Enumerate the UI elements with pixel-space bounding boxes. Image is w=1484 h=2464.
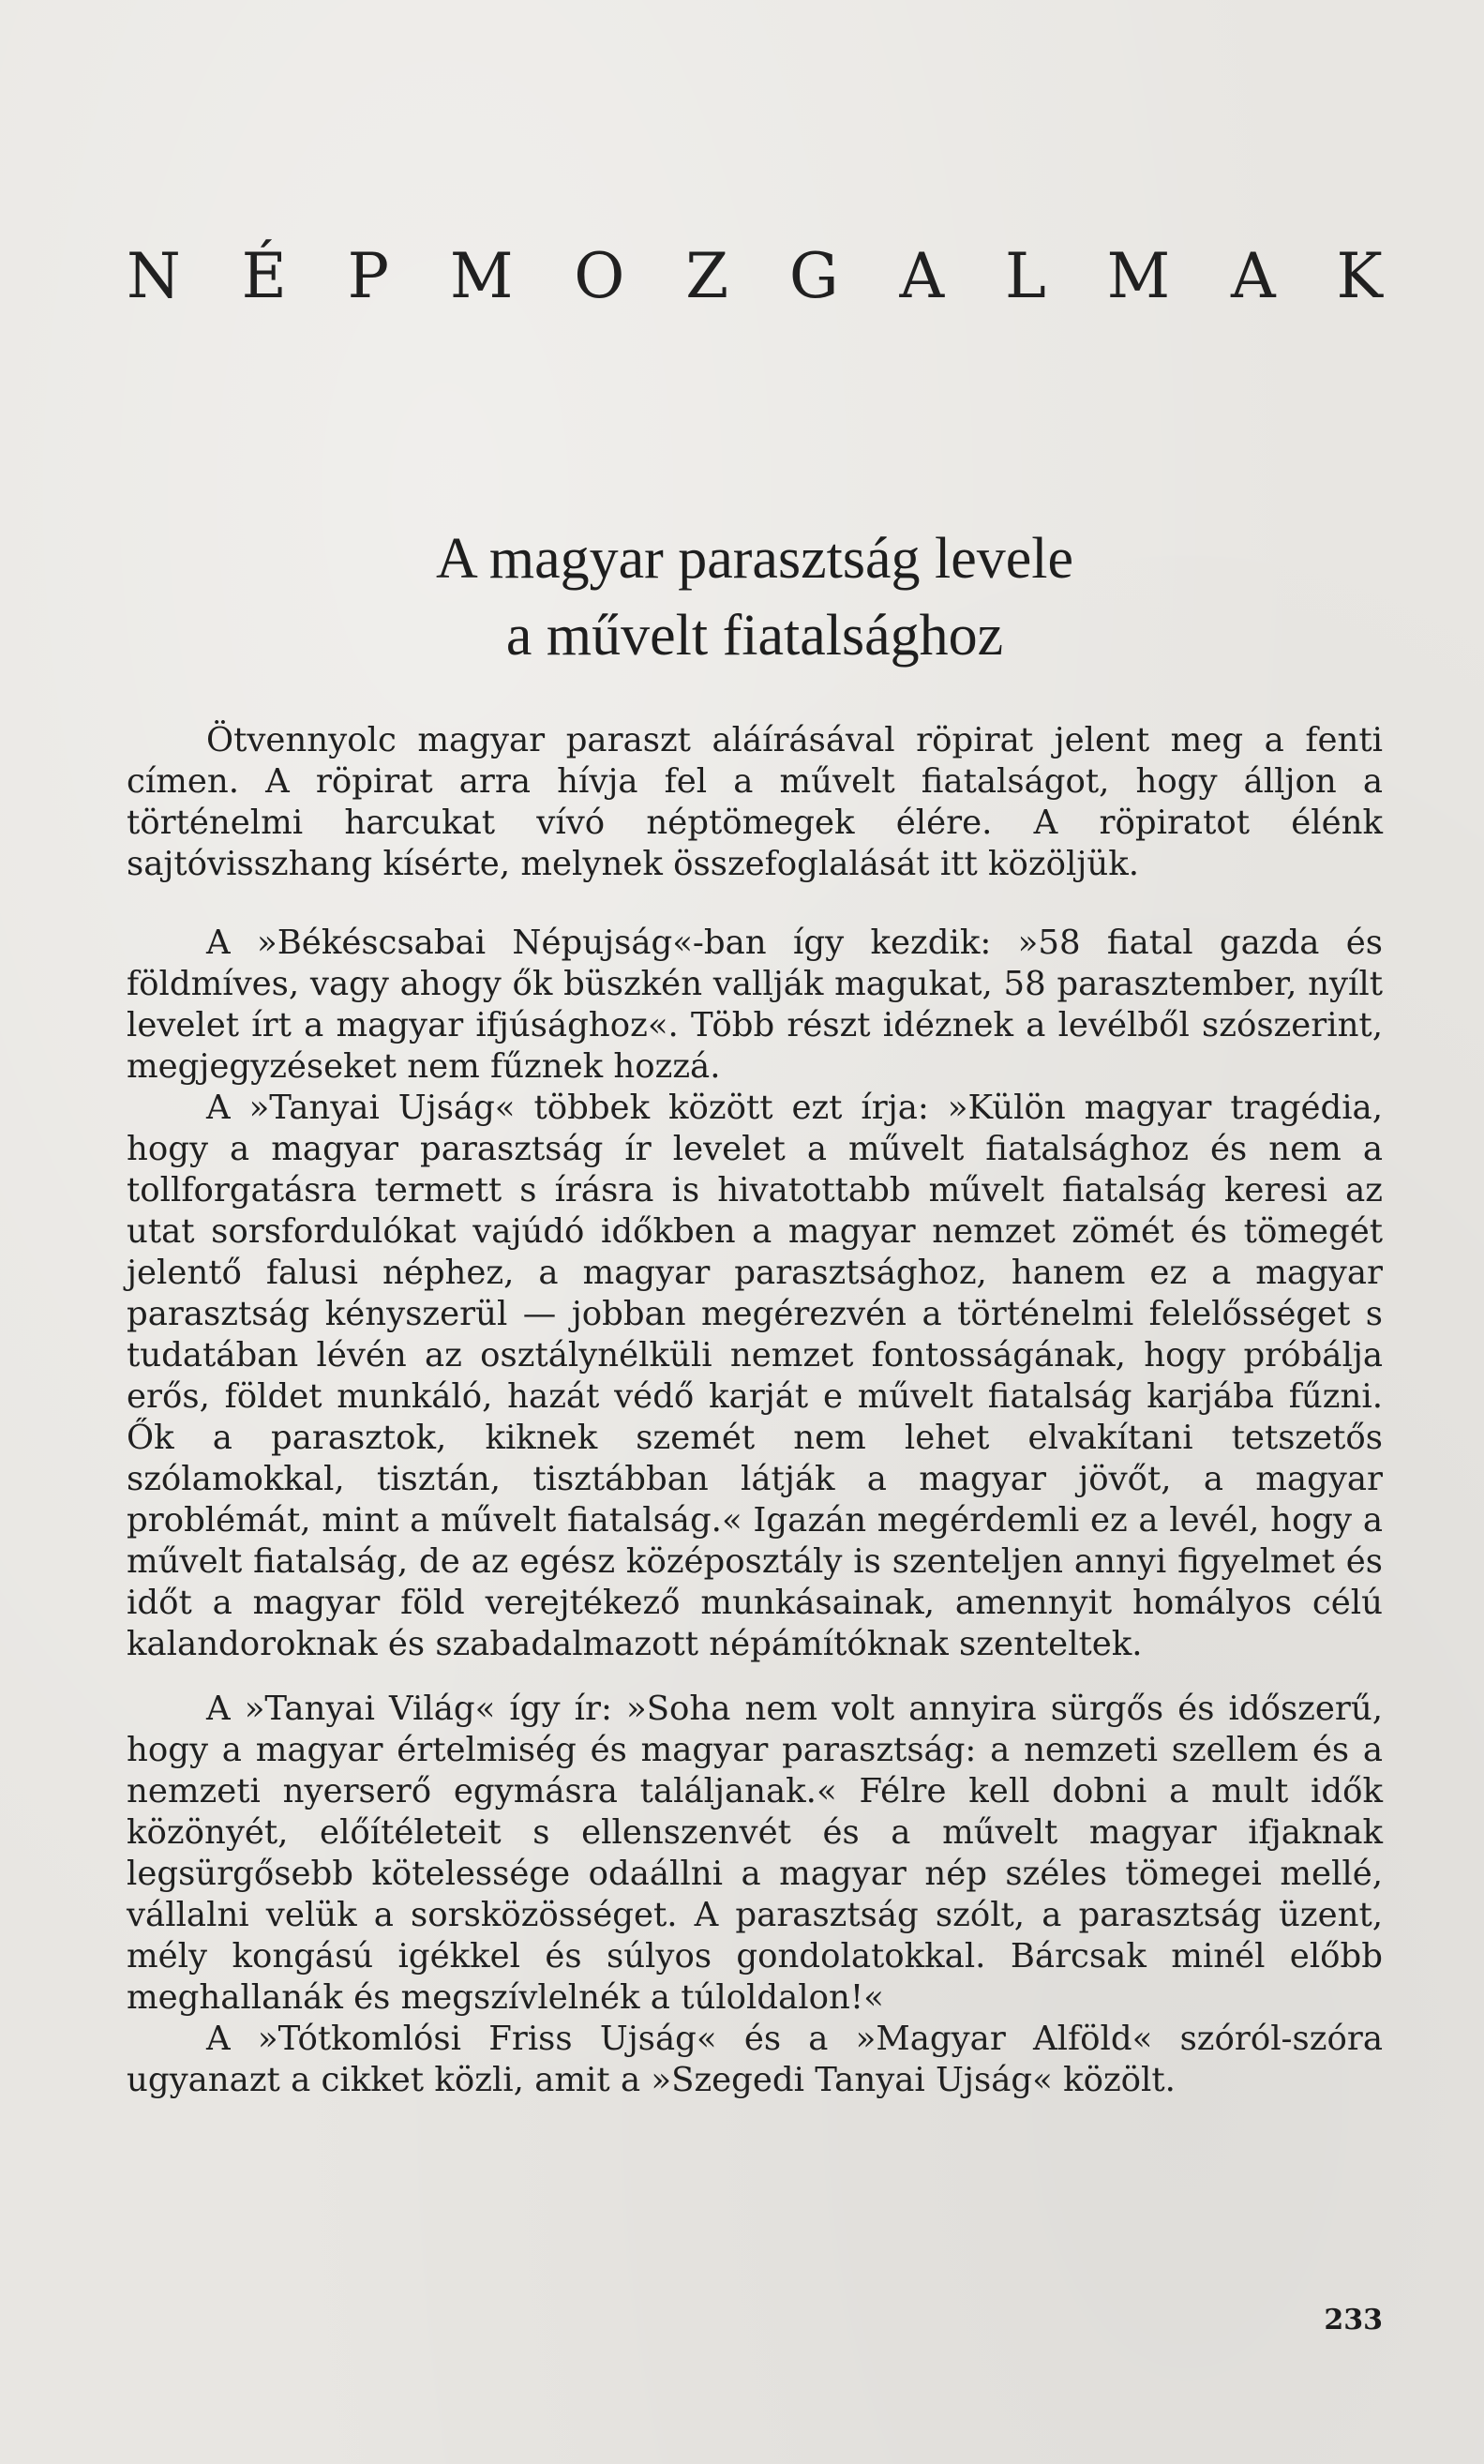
section-heading-letter: L (1004, 240, 1046, 312)
section-heading-letter: A (899, 240, 945, 312)
section-heading-letter: É (241, 240, 287, 312)
article-title-line-1: A magyar parasztság levele (436, 527, 1073, 591)
article-body (127, 720, 1383, 2101)
paragraph-bekescsabai: A »Békéscsabai Népujság«-ban így kezdik: »58 fiatal gazda és földmíves, vagy ahogy ők büszkén vallják magukat, 58 parasztember, nyílt levelet írt a magyar ifjúsághoz«. Több részt idéznek a levélből szószerint, megjegyzéseket nem fűznek hozzá. (127, 924, 1383, 1086)
section-heading (127, 239, 1383, 314)
section-heading-letter: O (574, 240, 625, 312)
paragraph-totkomlosi: A »Tótkomlósi Friss Ujság« és a »Magyar Alföld« szóról-szóra ugyanazt a cikket közli, amit a »Szegedi Tanyai Ujság« közölt. (127, 2020, 1383, 2099)
section-heading-letter: M (449, 240, 514, 312)
paragraph-tanyai-ujsag: A »Tanyai Ujság« többek között ezt írja: »Külön magyar tragédia, hogy a magyar parasztság ír levelet a művelt fiatalsághoz és nem a tollforgatásra termett s írásra is hivatottabb művelt fiatalság keresi az utat sorsfordulókat vajúdó időkben a magyar nemzet zömét és tömegét jelentő falusi néphez, a magyar parasztsághoz, hanem ez a magyar parasztság kényszerül — jobban megérezvén a történelmi felelősséget s tudatában lévén az osztálynélküli nemzet fontosságának, hogy próbálja erős, földet munkáló, hazát védő karját e művelt fiatalság karjába fűzni. Ők a parasztok, kiknek szemét nem lehet elvakítani tetszetős szólamokkal, tisztán, tisztábban látják a magyar jövőt, a magyar problémát, mint a művelt fiatalság.« Igazán megérdemli ez a levél, hogy a művelt fiatalság, de az egész középosztály is szenteljen annyi figyelmet és időt a magyar föld verejtékező munkásainak, amennyit homályos célú kalandoroknak és szabadalmazott népámítóknak szenteltek. (127, 1089, 1383, 1663)
section-heading-letter: M (1106, 240, 1171, 312)
section-heading-letter: N (127, 240, 181, 312)
section-heading-letter: A (1231, 240, 1276, 312)
section-heading-letter: P (347, 240, 390, 312)
section-heading-letter: Z (685, 240, 729, 312)
section-heading-letter: G (788, 240, 839, 312)
page-number: 233 (1324, 2304, 1383, 2336)
section-heading-letter: K (1336, 240, 1383, 312)
paragraph-tanyai-vilag: A »Tanyai Világ« így ír: »Soha nem volt annyira sürgős és időszerű, hogy a magyar értelmiség és magyar parasztság: a nemzeti szellem és a nemzeti nyerserő egymásra találjanak.« Félre kell dobni a mult idők közönyét, előítéleteit s ellenszenvét és a művelt magyar ifjaknak legsürgősebb kötelessége odaállni a magyar nép széles tömegei mellé, vállalni velük a sorsközösséget. A parasztság szólt, a parasztság üzent, mély kongású igékkel és súlyos gondolatokkal. Bárcsak minél előbb meghallanák és megszívlelnék a túloldalon!« (127, 1690, 1383, 2017)
article-title-line-2: a művelt fiatalsághoz (505, 604, 1004, 668)
intro-paragraph: Ötvennyolc magyar paraszt aláírásával röpirat jelent meg a fenti címen. A röpirat arra hívja fel a művelt fiatalságot, hogy álljon a történelmi harcukat vívó néptömegek élére. A röpiratot élénk sajtóvisszhang kísérte, melynek összefoglalását itt közöljük. (127, 721, 1383, 883)
article-title (127, 520, 1383, 674)
